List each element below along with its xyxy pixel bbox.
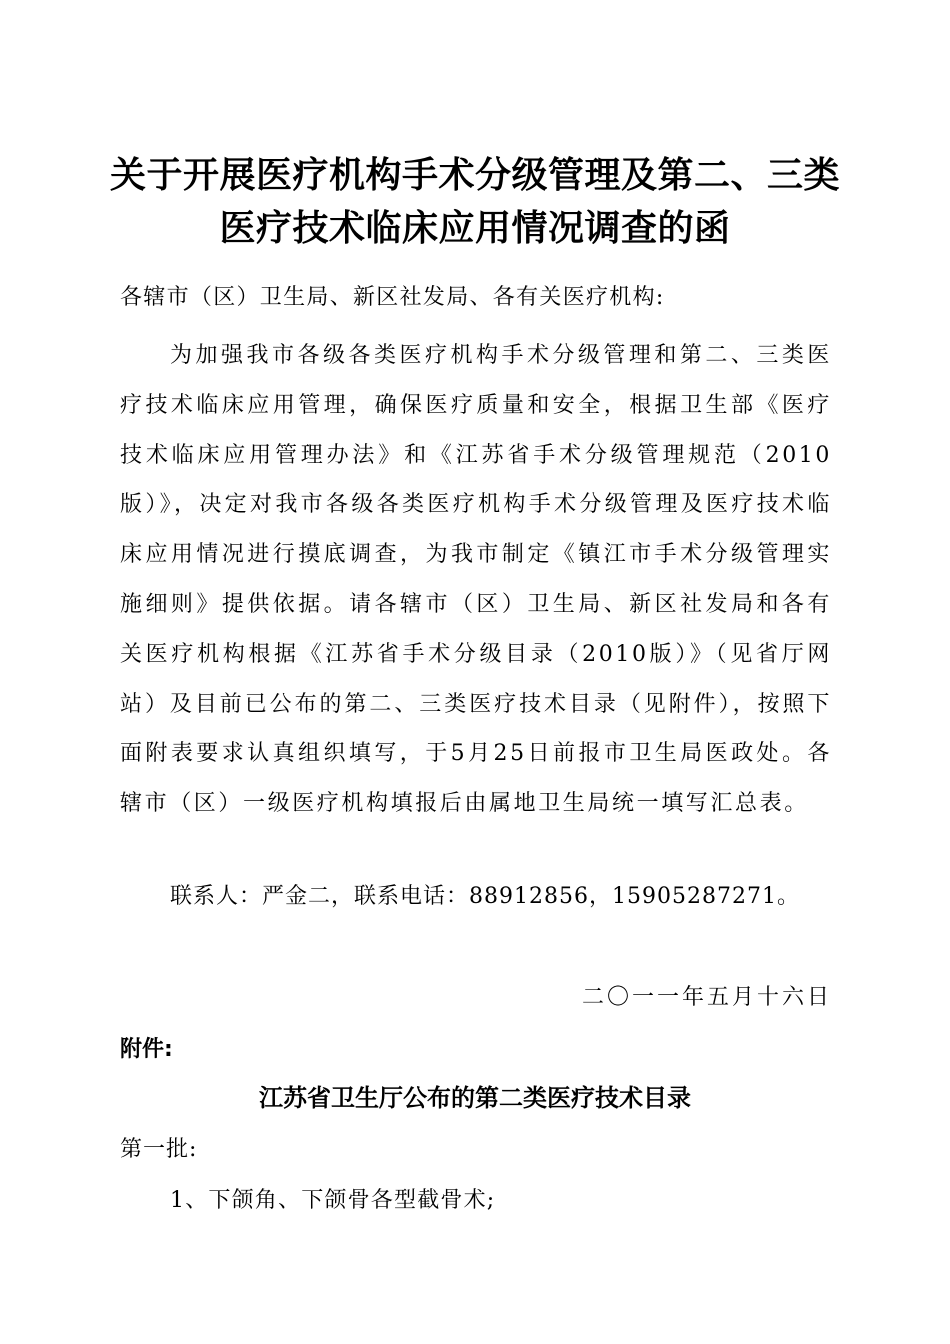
document-title-line-1: 关于开展医疗机构手术分级管理及第二、三类 xyxy=(109,155,840,196)
catalog-item: 1、下颌角、下颌骨各型截骨术; xyxy=(170,1188,496,1213)
attachment-label: 附件: xyxy=(120,1037,173,1062)
document-title-line-2: 医疗技术临床应用情况调查的函 xyxy=(219,208,731,249)
salutation: 各辖市（区）卫生局、新区社发局、各有关医疗机构: xyxy=(120,285,665,310)
batch-label: 第一批: xyxy=(120,1137,198,1162)
body-paragraph: 为加强我市各级各类医疗机构手术分级管理和第二、三类医疗技术临床应用管理，确保医疗质量和安全，根据卫生部《医疗技术临床应用管理办法》和《江苏省手术分级管理规范（2010版）》，决定对我市各级各类医疗机构手术分级管理及医疗技术临床应用情况进行摸底调查，为我市制定《镇江市手术分级管理实施细则》提供依据。请各辖市（区）卫生局、新区社发局和各有关医疗机构根据《江苏省手术分级目录（2010版）》（见省厅网站）及目前已公布的第二、三类医疗技术目录（见附件），按照下面附表要求认真组织填写，于5月25日前报市卫生局医政处。各辖市（区）一级医疗机构填报后由属地卫生局统一填写汇总表。 xyxy=(120,343,832,817)
contact-line: 联系人：严金二，联系电话：88912856，15905287271。 xyxy=(170,884,800,909)
catalog-title: 江苏省卫生厅公布的第二类医疗技术目录 xyxy=(259,1084,691,1112)
document-date: 二〇一一年五月十六日 xyxy=(581,985,832,1010)
